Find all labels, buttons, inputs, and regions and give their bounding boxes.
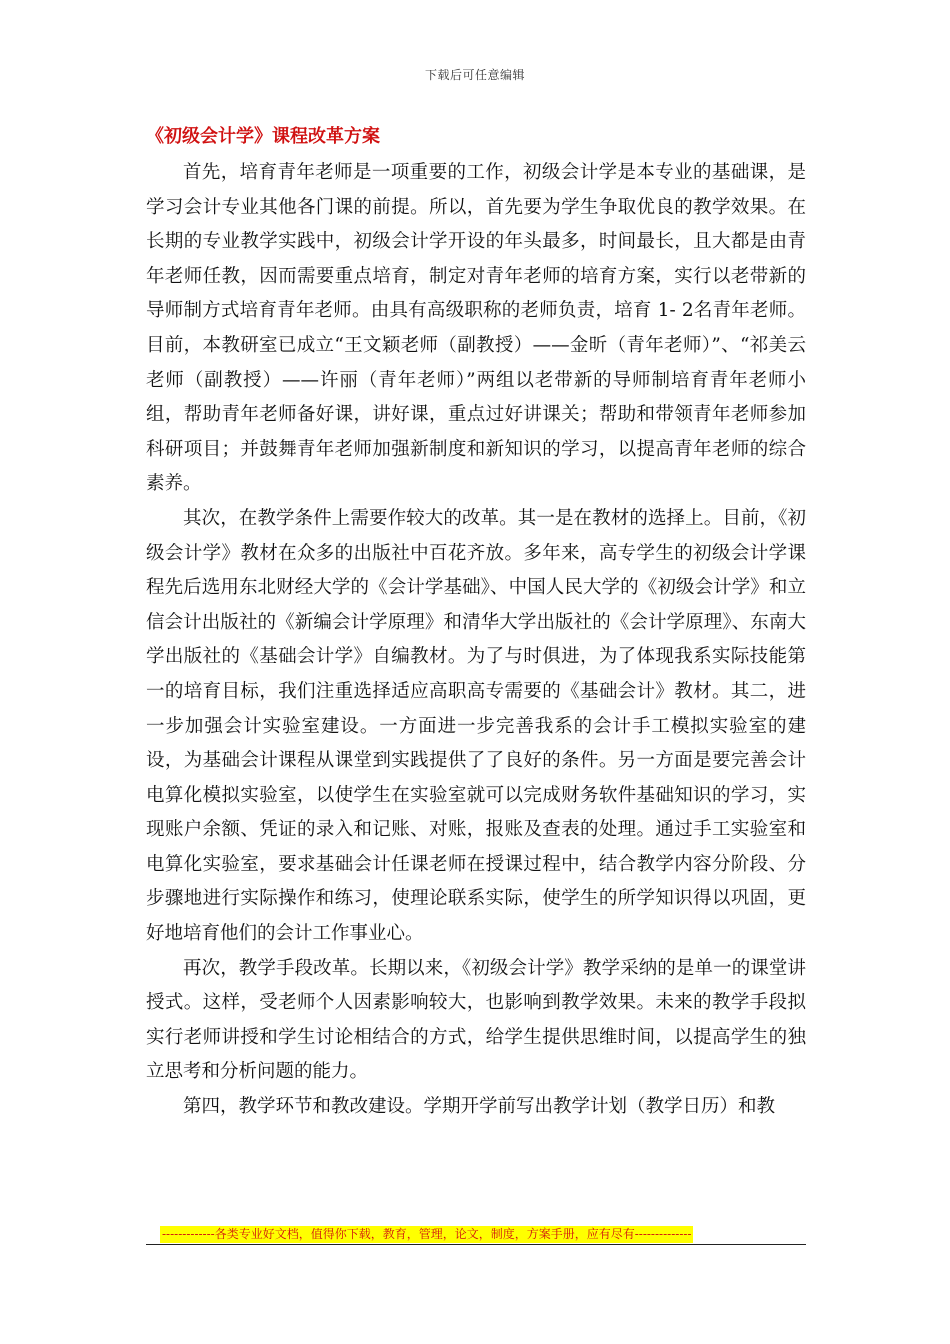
document-body: [146, 156, 806, 1125]
footer-banner: [146, 1226, 806, 1244]
paragraph-2: 其次，在教学条件上需要作较大的改革。其一是在教材的选择上。目前，《初级会计学》教材在众多的出版社中百花齐放。多年来，高专学生的初级会计学课程先后选用东北财经大学的《会计学基础》、中国人民大学的《初级会计学》和立信会计出版社的《新编会计学原理》和清华大学出版社的《会计学原理》、东南大学出版社的《基础会计学》自编教材。为了与时俱进，为了体现我系实际技能第一的培育目标，我们注重选择适应高职高专需要的《基础会计》教材。其二，进一步加强会计实验室建设。一方面进一步完善我系的会计手工模拟实验室的建设，为基础会计课程从课堂到实践提供了了良好的条件。另一方面是要完善会计电算化模拟实验室，以使学生在实验室就可以完成财务软件基础知识的学习，实现账户余额、凭证的录入和记账、对账，报账及查表的处理。通过手工实验室和电算化实验室，要求基础会计任课老师在授课过程中，结合教学内容分阶段、分步骤地进行实际操作和练习，使理论联系实际，使学生的所学知识得以巩固，更好地培育他们的会计工作事业心。: [146, 507, 806, 945]
paragraph-4: 第四，教学环节和教改建设。学期开学前写出教学计划（教学日历）和教: [183, 1096, 776, 1118]
paragraph-3: 再次，教学手段改革。长期以来，《初级会计学》教学采纳的是单一的课堂讲授式。这样，受老师个人因素影响较大，也影响到教学效果。未来的教学手段拟实行老师讲授和学生讨论相结合的方式，给学生提供思维时间，以提高学生的独立思考和分析问题的能力。: [146, 957, 806, 1083]
page-header-note: 下载后可任意编辑: [424, 68, 525, 82]
footer-divider: [146, 1244, 806, 1245]
paragraph-1: 首先，培育青年老师是一项重要的工作，初级会计学是本专业的基础课，是学习会计专业其他各门课的前提。所以，首先要为学生争取优良的教学效果。在长期的专业教学实践中，初级会计学开设的年头最多，时间最长，且大都是由青年老师任教，因而需要重点培育，制定对青年老师的培育方案，实行以老带新的导师制方式培育青年老师。由具有高级职称的老师负责，培育 1- 2名青年老师。目前，本教研室已成立“王文颖老师（副教授）——金昕（青年老师）”、“祁美云老师（副教授）——许丽（青年老师）”两组以老带新的导师制培育青年老师小组，帮助青年老师备好课，讲好课，重点过好讲课关；帮助和带领青年老师参加科研项目；并鼓舞青年老师加强新制度和新知识的学习，以提高青年老师的综合素养。: [146, 162, 806, 495]
footer-banner-text: -------------各类专业好文档，值得你下载，教育，管理，论文，制度，方案手册，应有尽有--------------: [162, 1227, 692, 1241]
document-title: 《初级会计学》课程改革方案: [146, 126, 380, 147]
